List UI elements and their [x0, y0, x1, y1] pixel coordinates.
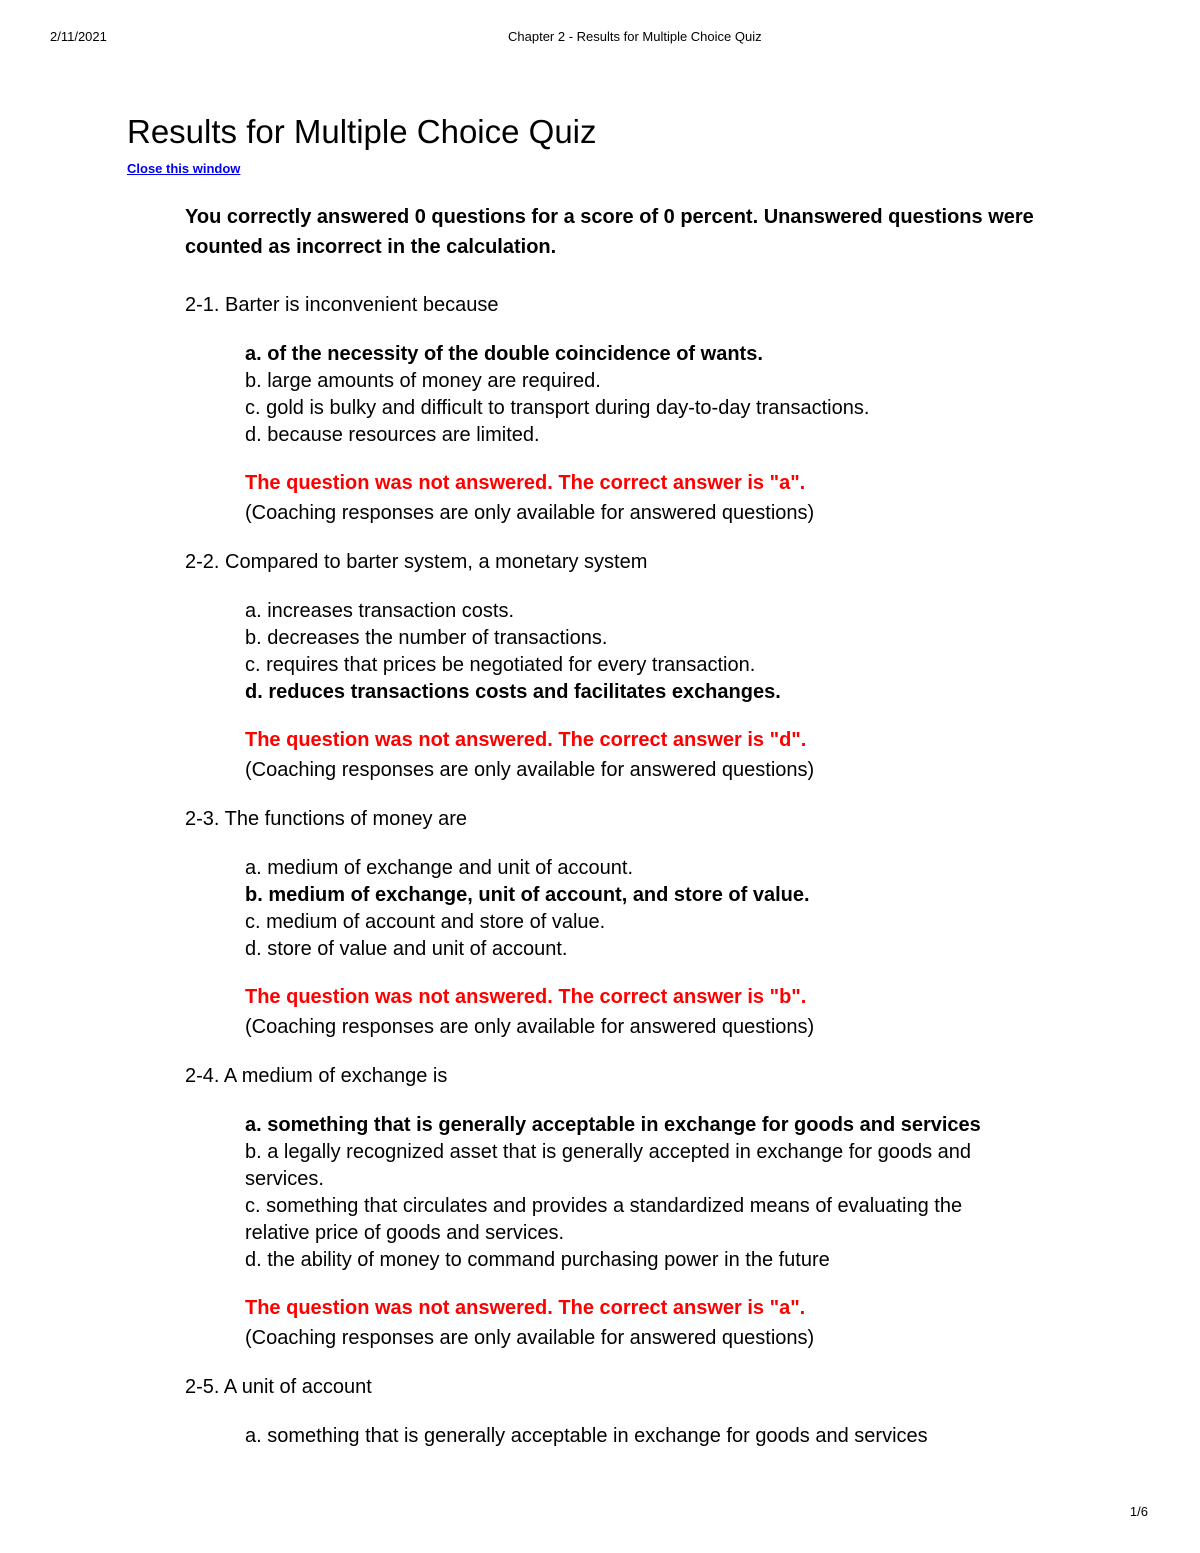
answer-option: b. large amounts of money are required. — [245, 370, 601, 392]
answer-option: a. of the necessity of the double coincidence of wants. — [245, 343, 763, 365]
quiz-results-body — [185, 178, 1045, 1450]
answer-option: a. something that is generally acceptable in exchange for goods and services — [245, 1114, 981, 1136]
questions-container — [185, 292, 1045, 1450]
answer-option: d. because resources are limited. — [245, 424, 540, 446]
page-content — [127, 112, 1045, 1469]
coaching-note: (Coaching responses are only available for answered questions) — [245, 1016, 815, 1038]
question-text: 2-1. Barter is inconvenient because — [185, 294, 499, 316]
question-text: 2-2. Compared to barter system, a monetary system — [185, 551, 648, 573]
question-text: 2-4. A medium of exchange is — [185, 1065, 448, 1087]
coaching-note: (Coaching responses are only available for answered questions) — [245, 759, 815, 781]
question-text: 2-3. The functions of money are — [185, 808, 468, 830]
answer-option: c. gold is bulky and difficult to transport during day-to-day transactions. — [245, 397, 870, 419]
question-block — [185, 806, 1045, 1042]
options-list — [245, 1112, 1010, 1274]
options-list — [245, 1423, 1010, 1450]
coaching-note: (Coaching responses are only available for answered questions) — [245, 1327, 815, 1349]
page-number: 1/6 — [1129, 1504, 1148, 1519]
coaching-note: (Coaching responses are only available for answered questions) — [245, 502, 815, 524]
answer-option: c. medium of account and store of value. — [245, 911, 606, 933]
options-list — [245, 341, 1010, 449]
answer-option: d. reduces transactions costs and facilitates exchanges. — [245, 681, 781, 703]
answer-option: b. medium of exchange, unit of account, and store of value. — [245, 884, 810, 906]
options-list — [245, 855, 1010, 963]
answer-option: a. medium of exchange and unit of account. — [245, 857, 634, 879]
result-text: The question was not answered. The correct answer is "a". — [245, 472, 806, 494]
question-block — [185, 1063, 1045, 1353]
answer-option: d. store of value and unit of account. — [245, 938, 568, 960]
answer-option: b. a legally recognized asset that is generally accepted in exchange for goods and services. — [245, 1141, 972, 1190]
result-block — [245, 1293, 1010, 1353]
question-block — [185, 549, 1045, 785]
print-title: Chapter 2 - Results for Multiple Choice Quiz — [508, 29, 762, 44]
close-link[interactable]: Close this window — [127, 161, 241, 176]
answer-option: d. the ability of money to command purchasing power in the future — [245, 1249, 830, 1271]
result-block — [245, 725, 1010, 785]
question-block — [185, 292, 1045, 528]
answer-option: a. something that is generally acceptable in exchange for goods and services — [245, 1425, 928, 1447]
question-block — [185, 1374, 1045, 1450]
result-block — [245, 468, 1010, 528]
print-date: 2/11/2021 — [50, 29, 107, 44]
answer-option: c. something that circulates and provides a standardized means of evaluating the relative price of goods and services. — [245, 1195, 963, 1244]
question-text: 2-5. A unit of account — [185, 1376, 372, 1398]
answer-option: b. decreases the number of transactions. — [245, 627, 608, 649]
options-list — [245, 598, 1010, 706]
result-text: The question was not answered. The correct answer is "a". — [245, 1297, 806, 1319]
result-text: The question was not answered. The correct answer is "b". — [245, 986, 807, 1008]
answer-option: a. increases transaction costs. — [245, 600, 515, 622]
answer-option: c. requires that prices be negotiated for every transaction. — [245, 654, 756, 676]
score-summary: You correctly answered 0 questions for a score of 0 percent. Unanswered questions were counted as incorrect in the calculation. — [185, 206, 1034, 258]
result-text: The question was not answered. The correct answer is "d". — [245, 729, 807, 751]
page-title: Results for Multiple Choice Quiz — [127, 113, 597, 150]
result-block — [245, 982, 1010, 1042]
